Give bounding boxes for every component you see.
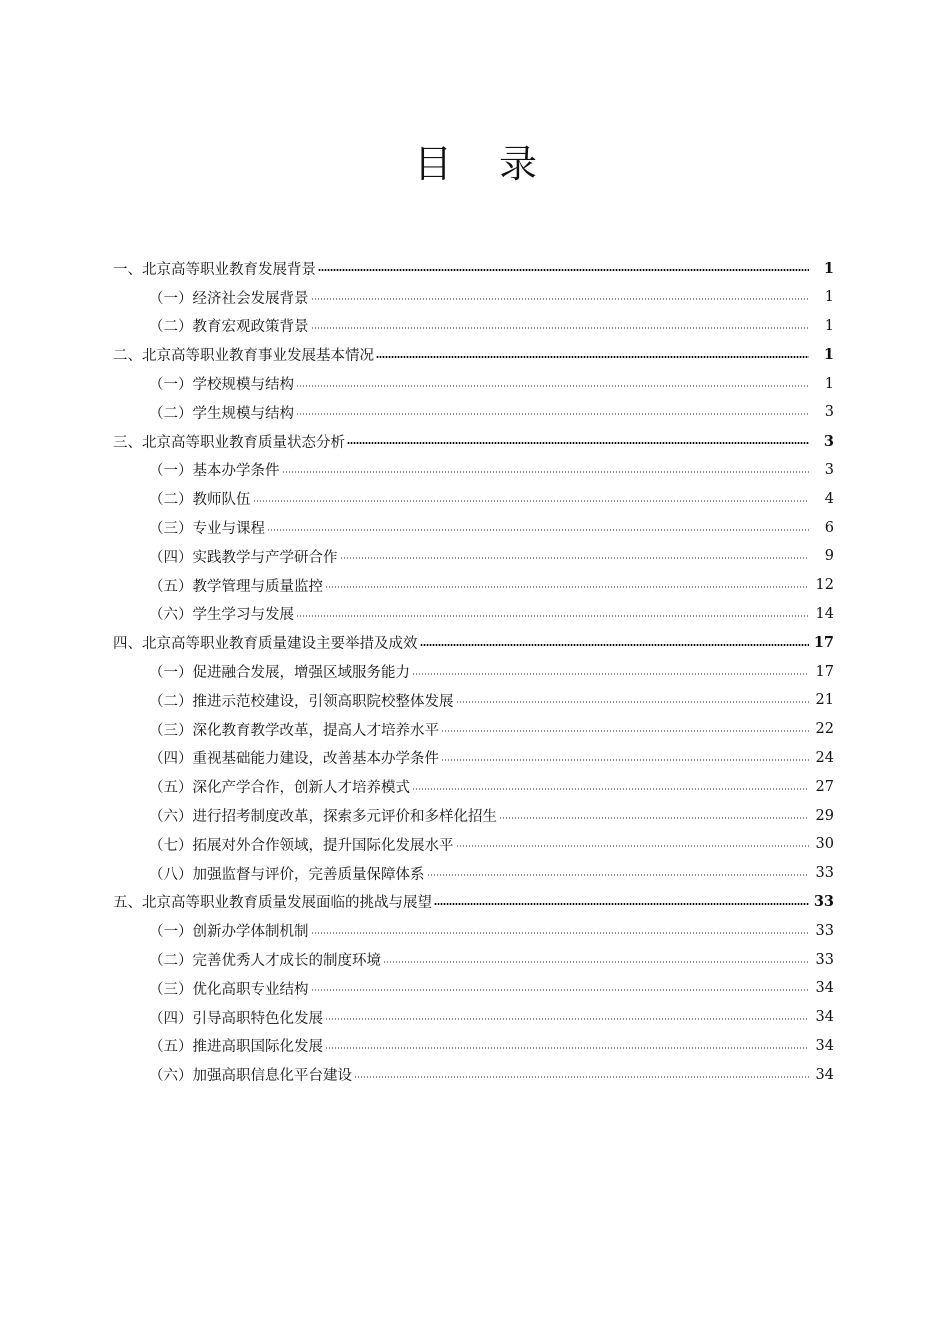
toc-entry-label: （一）创新办学体制机制	[149, 924, 309, 941]
toc-section-entry[interactable]	[113, 830, 834, 859]
toc-dot-leader	[499, 817, 809, 819]
toc-chapter-entry[interactable]	[113, 427, 834, 456]
toc-entry-page-number: 17	[813, 634, 834, 652]
toc-dot-leader	[456, 845, 810, 847]
toc-entry-page-number: 1	[824, 375, 834, 392]
toc-entry-label: （一）经济社会发展背景	[149, 290, 309, 307]
toc-dot-leader	[325, 586, 809, 588]
toc-entry-label: （一）促进融合发展，增强区域服务能力	[149, 665, 410, 682]
toc-entry-page-number: 1	[823, 259, 834, 277]
toc-chapter-entry[interactable]	[113, 340, 834, 369]
toc-entry-page-number: 33	[815, 951, 834, 968]
toc-dot-leader	[311, 327, 810, 329]
toc-entry-label: （四）重视基础能力建设，改善基本办学条件	[149, 751, 439, 768]
toc-dot-leader	[427, 874, 810, 876]
toc-entry-page-number: 4	[824, 490, 834, 507]
toc-entry-label: （一）学校规模与结构	[149, 377, 294, 394]
toc-entry-label: （八）加强监督与评价，完善质量保障体系	[149, 866, 425, 883]
toc-dot-leader	[282, 471, 810, 473]
toc-section-entry[interactable]	[113, 600, 834, 629]
toc-section-entry[interactable]	[113, 945, 834, 974]
toc-section-entry[interactable]	[113, 513, 834, 542]
toc-entry-label: （二）教育宏观政策背景	[149, 319, 309, 336]
toc-entry-page-number: 3	[824, 461, 834, 478]
toc-entry-label: （五）深化产学合作，创新人才培养模式	[149, 780, 410, 797]
toc-dot-leader	[340, 557, 810, 559]
toc-entry-page-number: 34	[815, 980, 834, 997]
toc-dot-leader	[456, 701, 810, 703]
toc-entry-label: （四）引导高职特色化发展	[149, 1010, 323, 1027]
toc-entry-page-number: 27	[815, 778, 834, 795]
toc-entry-label: （六）学生学习与发展	[149, 607, 294, 624]
toc-entry-page-number: 9	[824, 548, 834, 565]
toc-entry-page-number: 17	[815, 663, 834, 680]
toc-section-entry[interactable]	[113, 657, 834, 686]
toc-entry-label: （三）优化高职专业结构	[149, 981, 309, 998]
toc-entry-page-number: 6	[824, 519, 834, 536]
toc-entry-label: （六）进行招考制度改革，探索多元评价和多样化招生	[149, 809, 497, 826]
toc-dot-leader	[318, 269, 809, 271]
toc-dot-leader	[296, 413, 809, 415]
table-of-contents	[113, 254, 834, 1089]
toc-dot-leader	[383, 961, 809, 963]
toc-entry-page-number: 33	[815, 922, 834, 939]
toc-dot-leader	[441, 759, 809, 761]
toc-dot-leader	[412, 673, 809, 675]
toc-entry-page-number: 12	[815, 577, 834, 594]
toc-section-entry[interactable]	[113, 571, 834, 600]
toc-section-entry[interactable]	[113, 1003, 834, 1032]
toc-section-entry[interactable]	[113, 686, 834, 715]
toc-entry-page-number: 34	[815, 1066, 834, 1083]
toc-dot-leader	[311, 989, 810, 991]
toc-dot-leader	[296, 385, 809, 387]
toc-entry-label: （五）推进高职国际化发展	[149, 1039, 323, 1056]
toc-entry-label: 四、北京高等职业教育质量建设主要举措及成效	[113, 636, 418, 653]
toc-section-entry[interactable]	[113, 1032, 834, 1061]
toc-entry-label: （二）学生规模与结构	[149, 405, 294, 422]
toc-entry-label: （六）加强高职信息化平台建设	[149, 1068, 352, 1085]
toc-entry-label: （一）基本办学条件	[149, 463, 280, 480]
toc-section-entry[interactable]	[113, 398, 834, 427]
toc-entry-label: 五、北京高等职业教育质量发展面临的挑战与展望	[113, 895, 432, 912]
toc-dot-leader	[354, 1076, 809, 1078]
toc-dot-leader	[376, 356, 809, 358]
toc-entry-page-number: 24	[815, 749, 834, 766]
toc-entry-label: （二）教师队伍	[149, 492, 251, 509]
toc-section-entry[interactable]	[113, 542, 834, 571]
toc-section-entry[interactable]	[113, 456, 834, 485]
toc-entry-page-number: 3	[823, 432, 834, 450]
title-char-1: 目	[414, 142, 453, 186]
toc-section-entry[interactable]	[113, 974, 834, 1003]
toc-section-entry[interactable]	[113, 772, 834, 801]
toc-chapter-entry[interactable]	[113, 888, 834, 917]
toc-entry-label: （七）拓展对外合作领域，提升国际化发展水平	[149, 837, 454, 854]
toc-entry-page-number: 22	[815, 721, 834, 738]
toc-dot-leader	[311, 298, 810, 300]
toc-dot-leader	[325, 1018, 809, 1020]
toc-entry-page-number: 1	[823, 346, 834, 364]
toc-entry-label: （三）专业与课程	[149, 521, 265, 538]
toc-section-entry[interactable]	[113, 916, 834, 945]
toc-section-entry[interactable]	[113, 484, 834, 513]
toc-entry-page-number: 33	[813, 893, 834, 911]
toc-section-entry[interactable]	[113, 312, 834, 341]
toc-dot-leader	[253, 500, 810, 502]
toc-dot-leader	[311, 932, 810, 934]
toc-dot-leader	[296, 615, 809, 617]
toc-entry-page-number: 1	[824, 289, 834, 306]
toc-section-entry[interactable]	[113, 283, 834, 312]
toc-entry-label: （五）教学管理与质量监控	[149, 578, 323, 595]
toc-entry-page-number: 1	[824, 317, 834, 334]
title-char-2: 录	[499, 142, 538, 186]
toc-entry-page-number: 33	[815, 865, 834, 882]
toc-dot-leader	[347, 442, 809, 444]
toc-entry-page-number: 30	[815, 836, 834, 853]
toc-entry-label: （三）深化教育教学改革，提高人才培养水平	[149, 722, 439, 739]
toc-entry-page-number: 3	[824, 404, 834, 421]
toc-dot-leader	[434, 903, 809, 905]
toc-dot-leader	[325, 1047, 809, 1049]
toc-entry-page-number: 34	[815, 1037, 834, 1054]
toc-section-entry[interactable]	[113, 859, 834, 888]
toc-dot-leader	[267, 529, 809, 531]
toc-entry-label: 一、北京高等职业教育发展背景	[113, 261, 316, 278]
toc-chapter-entry[interactable]	[113, 254, 834, 283]
toc-section-entry[interactable]	[113, 744, 834, 773]
toc-section-entry[interactable]	[113, 369, 834, 398]
toc-entry-label: （二）完善优秀人才成长的制度环境	[149, 953, 381, 970]
toc-chapter-entry[interactable]	[113, 628, 834, 657]
toc-entry-page-number: 21	[815, 692, 834, 709]
toc-section-entry[interactable]	[113, 715, 834, 744]
toc-entry-label: 三、北京高等职业教育质量状态分析	[113, 434, 345, 451]
toc-section-entry[interactable]	[113, 801, 834, 830]
toc-entry-page-number: 34	[815, 1009, 834, 1026]
toc-entry-page-number: 29	[815, 807, 834, 824]
toc-entry-label: （二）推进示范校建设，引领高职院校整体发展	[149, 693, 454, 710]
toc-entry-page-number: 14	[815, 605, 834, 622]
toc-dot-leader	[420, 644, 810, 646]
toc-dot-leader	[412, 788, 809, 790]
toc-section-entry[interactable]	[113, 1060, 834, 1089]
toc-dot-leader	[441, 730, 809, 732]
toc-entry-label: 二、北京高等职业教育事业发展基本情况	[113, 348, 374, 365]
toc-entry-label: （四）实践教学与产学研合作	[149, 549, 338, 566]
